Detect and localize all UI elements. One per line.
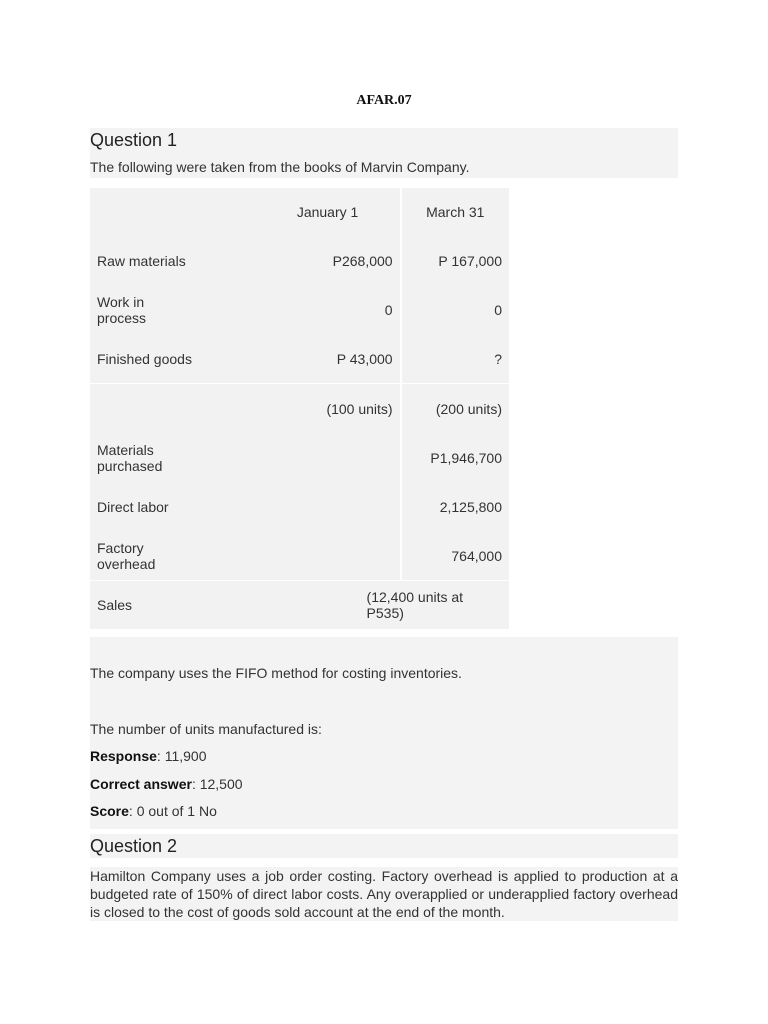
table-cell: Factory overhead bbox=[90, 531, 203, 581]
table-cell: Finished goods bbox=[90, 334, 203, 384]
table-cell: Raw materials bbox=[90, 236, 203, 285]
document-title: AFAR.07 bbox=[356, 93, 412, 108]
table-row bbox=[90, 482, 509, 531]
table-cell: P 167,000 bbox=[401, 236, 509, 285]
score-value: : 0 out of 1 No bbox=[128, 803, 217, 819]
table-cell: (200 units) bbox=[401, 384, 509, 434]
table-cell: P 43,000 bbox=[203, 334, 401, 384]
table-row bbox=[90, 531, 509, 581]
response-value: : 11,900 bbox=[156, 748, 207, 764]
table-cell: P1,946,700 bbox=[401, 433, 509, 482]
correct-answer-value: : 12,500 bbox=[191, 776, 243, 792]
question-1-heading: Question 1 bbox=[90, 128, 678, 152]
table-cell: Direct labor bbox=[90, 482, 203, 531]
question-1-body bbox=[90, 637, 678, 829]
table-cell bbox=[203, 531, 401, 581]
table-cell: (100 units) bbox=[203, 384, 401, 434]
table-cell bbox=[203, 482, 401, 531]
response-label: Response bbox=[90, 748, 157, 764]
table-cell bbox=[90, 384, 203, 434]
question-prompt: The number of units manufactured is: bbox=[90, 721, 322, 737]
score-label: Score bbox=[90, 803, 129, 819]
table-row bbox=[90, 285, 509, 334]
sales-value: (12,400 units at P535) bbox=[203, 581, 509, 630]
table-cell: P268,000 bbox=[203, 236, 401, 285]
table-row bbox=[90, 384, 509, 434]
correct-answer-line bbox=[90, 776, 243, 792]
table-header-cell: January 1 bbox=[203, 188, 401, 236]
table-header-cell: March 31 bbox=[401, 188, 509, 236]
table-cell: Materials purchased bbox=[90, 433, 203, 482]
question-2-text: Hamilton Company uses a job order costing. Factory overhead is applied to production at a budgeted rate of 150% of direct labor costs. Any overapplied or underapplied factory overhead is closed to the cost of goods sold account at the end of the month. bbox=[90, 868, 678, 920]
score-line bbox=[90, 803, 217, 819]
table-cell: 0 bbox=[203, 285, 401, 334]
inventory-table bbox=[90, 188, 509, 629]
table-row bbox=[90, 236, 509, 285]
question-2-heading: Question 2 bbox=[90, 834, 678, 858]
correct-answer-label: Correct answer bbox=[90, 776, 192, 792]
method-note: The company uses the FIFO method for costing inventories. bbox=[90, 665, 462, 681]
table-header-cell bbox=[90, 188, 203, 236]
table-header-row bbox=[90, 188, 509, 236]
table-cell bbox=[203, 433, 401, 482]
table-cell: 2,125,800 bbox=[401, 482, 509, 531]
sales-label: Sales bbox=[90, 581, 203, 630]
response-line bbox=[90, 748, 206, 764]
table-cell: 0 bbox=[401, 285, 509, 334]
table-cell: ? bbox=[401, 334, 509, 384]
table-row bbox=[90, 334, 509, 384]
table-cell: Work in process bbox=[90, 285, 203, 334]
table-row-sales bbox=[90, 581, 509, 630]
table-cell: 764,000 bbox=[401, 531, 509, 581]
question-1-intro: The following were taken from the books of Marvin Company. bbox=[90, 152, 678, 178]
table-row bbox=[90, 433, 509, 482]
